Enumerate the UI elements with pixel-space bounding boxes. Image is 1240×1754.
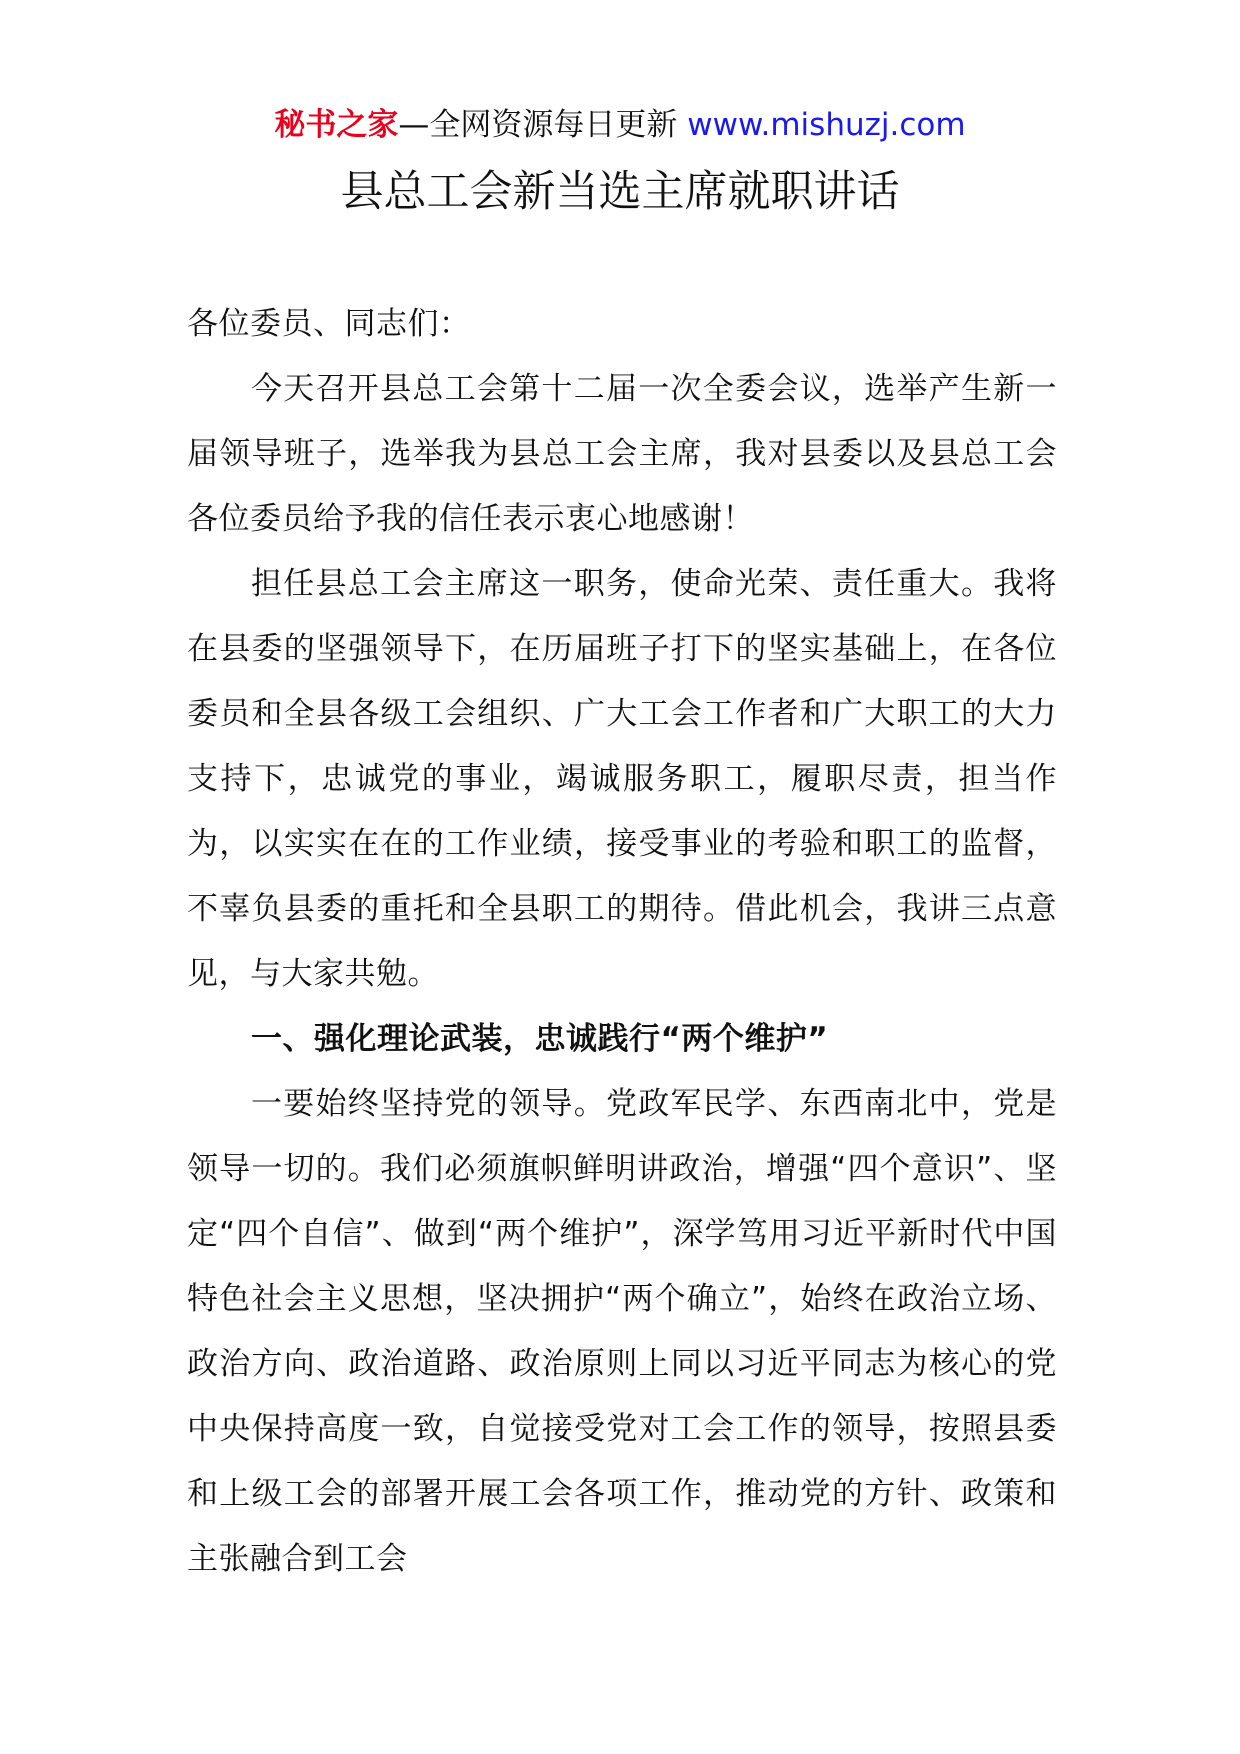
site-header (0, 100, 1240, 150)
document-title: 县总工会新当选主席就职讲话 (340, 167, 900, 217)
section-heading-1: 一、强化理论武装，忠诚践行“两个维护” (251, 1021, 829, 1057)
site-url-link[interactable]: www.mishuzj.com (687, 107, 966, 143)
salutation: 各位委员、同志们： (187, 306, 471, 342)
document-body (187, 292, 1057, 1592)
section-paragraph-1: 一要始终坚持党的领导。党政军民学、东西南北中，党是领导一切的。我们必须旗帜鲜明讲政治，增强“四个意识”、坚定“四个自信”、做到“两个维护”，深学笃用习近平新时代中国特色社会主义思想，坚决拥护“两个确立”，始终在政治立场、政治方向、政治道路、政治原则上同以习近平同志为核心的党中央保持高度一致，自觉接受党对工会工作的领导，按照县委和上级工会的部署开展工会各项工作，推动党的方针、政策和主张融合到工会 (187, 1086, 1057, 1577)
site-slogan: —全网资源每日更新 (398, 107, 678, 143)
brand-name: 秘书之家 (274, 107, 399, 143)
paragraph-2: 担任县总工会主席这一职务，使命光荣、责任重大。我将在县委的坚强领导下，在历届班子打下的坚实基础上，在各位委员和全县各级工会组织、广大工会工作者和广大职工的大力支持下，忠诚党的事业，竭诚服务职工，履职尽责，担当作为，以实实在在的工作业绩，接受事业的考验和职工的监督，不辜负县委的重托和全县职工的期待。借此机会，我讲三点意见，与大家共勉。 (187, 566, 1057, 992)
paragraph-1: 今天召开县总工会第十二届一次全委会议，选举产生新一届领导班子，选举我为县总工会主席，我对县委以及县总工会各位委员给予我的信任表示衷心地感谢！ (187, 371, 1057, 537)
